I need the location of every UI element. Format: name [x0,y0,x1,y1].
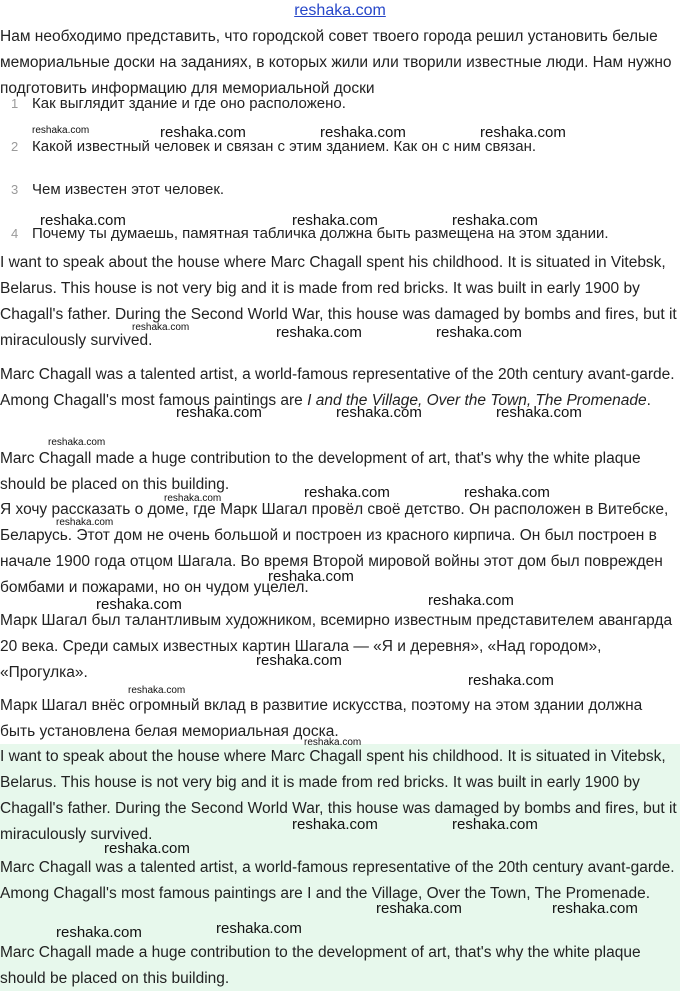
watermark: reshaka.com [48,437,106,448]
question-number: 1 [11,96,19,111]
english-paragraph-2 [0,362,680,414]
watermark: reshaka.com [304,484,390,501]
watermark: reshaka.com [176,404,262,421]
question-text: Почему ты думаешь, памятная табличка должна быть размещена на этом здании. [32,225,609,242]
question-text: Чем известен этот человек. [32,181,225,198]
question-text: Какой известный человек и связан с этим зданием. Как он с ним связан. [32,138,537,155]
watermark: reshaka.com [56,517,114,528]
watermark: reshaka.com [56,924,142,941]
watermark: reshaka.com [292,816,378,833]
watermark: reshaka.com [132,322,190,333]
watermark: reshaka.com [256,652,342,669]
watermark: reshaka.com [268,568,354,585]
watermark: reshaka.com [164,493,222,504]
watermark: reshaka.com [96,596,182,613]
english-paragraph-1: I want to speak about the house where Marc Chagall spent his childhood. It is situated in Vitebsk, Belarus. This house is not very big and it is made from red bricks. It was built in early 1900 by Chagall's father. During the Second World War, this house was damaged by bombs and fires, but it miraculously survived. [0,254,677,349]
watermark: reshaka.com [128,685,186,696]
question-number: 2 [11,139,19,154]
watermark: reshaka.com [452,212,538,229]
question-number: 3 [11,182,19,197]
question-number: 4 [11,226,19,241]
english-paragraph-2-end: . [646,392,651,409]
watermark: reshaka.com [40,212,126,229]
question-item [0,134,680,160]
watermark: reshaka.com [160,124,246,141]
watermark: reshaka.com [468,672,554,689]
english-paragraph-3: Marc Chagall made a huge contribution to the development of art, that's why the white plaque should be placed on this building. [0,450,641,493]
site-header-link[interactable]: reshaka.com [294,2,386,19]
question-item [0,177,680,203]
watermark: reshaka.com [276,324,362,341]
watermark: reshaka.com [480,124,566,141]
watermark: reshaka.com [376,900,462,917]
answer-paragraph-3: Marc Chagall made a huge contribution to the development of art, that's why the white plaque should be placed on this building. [0,944,641,987]
watermark: reshaka.com [304,737,362,748]
watermark: reshaka.com [496,404,582,421]
watermark: reshaka.com [428,592,514,609]
question-item [0,91,680,117]
painting-titles: I and the Village, Over the Town, The Promenade [307,392,647,409]
watermark: reshaka.com [216,920,302,937]
watermark: reshaka.com [292,212,378,229]
russian-paragraph-3: Марк Шагал внёс огромный вклад в развитие искусства, поэтому на этом здании должна быть установлена белая мемориальная доска. [0,697,643,740]
watermark: reshaka.com [32,125,90,136]
russian-paragraph-1: Я хочу рассказать о доме, где Марк Шагал провёл своё детство. Он расположен в Витебске, Беларусь. Этот дом не очень большой и построен из красного кирпича. Он был построен в начале 1900 года отцом Шагала. Во время Второй мировой войны этот дом был поврежден бомбами и пожарами, но он чудом уцелел. [0,501,669,596]
watermark: reshaka.com [320,124,406,141]
answer-paragraph-1: I want to speak about the house where Marc Chagall spent his childhood. It is situated in Vitebsk, Belarus. This house is not very big and it is made from red bricks. It was built in early 1900 by Chagall's father. During the Second World War, this house was damaged by bombs and fires, but it miraculously survived. [0,748,677,843]
watermark: reshaka.com [452,816,538,833]
answer-paragraph-2: Marc Chagall was a talented artist, a world-famous representative of the 20th century avant-garde. Among Chagall's most famous paintings are I and the Village, Over the Town, The Promenade. [0,859,675,902]
question-item [0,221,680,247]
watermark: reshaka.com [104,840,190,857]
watermark: reshaka.com [464,484,550,501]
question-text: Как выглядит здание и где оно расположено. [32,95,346,112]
task-intro: Нам необходимо представить, что городской совет твоего города решил установить белые мемориальные доски на заданиях, в которых жили или творили известные люди. Нам нужно подготовить информацию для мемориальной доски [0,28,672,97]
english-paragraph-2-text: Marc Chagall was a talented artist, a world-famous representative of the 20th century avant-garde. Among Chagall's most famous paintings are [0,366,675,409]
watermark: reshaka.com [336,404,422,421]
watermark: reshaka.com [552,900,638,917]
russian-paragraph-2: Марк Шагал был талантливым художником, всемирно известным представителем авангарда 20 века. Среди самых известных картин Шагала — «Я и деревня», «Над городом», «Прогулка». [0,612,673,681]
watermark: reshaka.com [436,324,522,341]
